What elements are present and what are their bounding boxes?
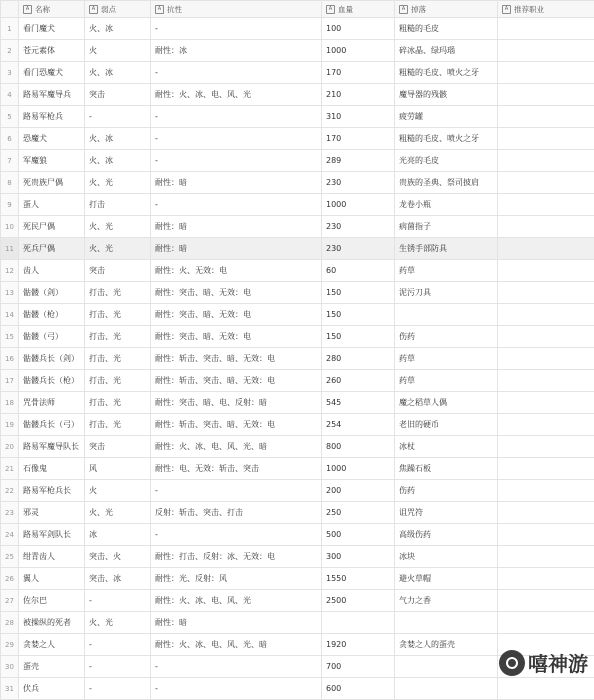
- cell-hp[interactable]: 289: [322, 150, 395, 172]
- cell-weakness[interactable]: 突击: [85, 436, 151, 458]
- cell-drop[interactable]: 疲劳罐: [395, 106, 498, 128]
- row-number[interactable]: 28: [1, 612, 19, 634]
- cell-resistance[interactable]: -: [151, 62, 322, 84]
- cell-drop[interactable]: 诅咒符: [395, 502, 498, 524]
- table-row[interactable]: [1, 172, 594, 194]
- cell-name[interactable]: 骷髅（弓）: [19, 326, 85, 348]
- text-column-icon: A: [326, 5, 335, 14]
- cell-weakness[interactable]: 火、光: [85, 612, 151, 634]
- cell-job[interactable]: [498, 590, 594, 612]
- cell-job[interactable]: [498, 568, 594, 590]
- cell-name[interactable]: 骷髅兵长（枪）: [19, 370, 85, 392]
- table-row[interactable]: [1, 612, 594, 634]
- cell-job[interactable]: [498, 370, 594, 392]
- cell-job[interactable]: [498, 480, 594, 502]
- cell-hp[interactable]: 260: [322, 370, 395, 392]
- cell-hp[interactable]: 230: [322, 172, 395, 194]
- cell-name[interactable]: 骷髅（剑）: [19, 282, 85, 304]
- column-header-job[interactable]: A 推荐职业: [498, 1, 594, 18]
- cell-name[interactable]: 蛋壳: [19, 656, 85, 678]
- row-number[interactable]: 25: [1, 546, 19, 568]
- cell-job[interactable]: [498, 436, 594, 458]
- cell-job[interactable]: [498, 414, 594, 436]
- column-header-weakness[interactable]: A 弱点: [85, 1, 151, 18]
- cell-hp[interactable]: 600: [322, 678, 395, 700]
- cell-weakness[interactable]: -: [85, 656, 151, 678]
- cell-resistance[interactable]: -: [151, 18, 322, 40]
- cell-weakness[interactable]: 打击: [85, 194, 151, 216]
- row-number[interactable]: 8: [1, 172, 19, 194]
- cell-job[interactable]: [498, 524, 594, 546]
- cell-resistance[interactable]: -: [151, 128, 322, 150]
- cell-drop[interactable]: 药草: [395, 260, 498, 282]
- cell-resistance[interactable]: 耐性：电、无效：斩击、突击: [151, 458, 322, 480]
- cell-weakness[interactable]: 打击、光: [85, 392, 151, 414]
- row-number[interactable]: 9: [1, 194, 19, 216]
- cell-drop[interactable]: 贵族的圣典、祭司披肩: [395, 172, 498, 194]
- cell-hp[interactable]: 1000: [322, 194, 395, 216]
- table-row[interactable]: [1, 458, 594, 480]
- cell-name[interactable]: 路易军枪兵: [19, 106, 85, 128]
- cell-drop[interactable]: 碎冰晶、绿玛瑙: [395, 40, 498, 62]
- cell-hp[interactable]: 1920: [322, 634, 395, 656]
- cell-hp[interactable]: 1000: [322, 40, 395, 62]
- cell-hp[interactable]: 800: [322, 436, 395, 458]
- cell-name[interactable]: 骷髅兵长（弓）: [19, 414, 85, 436]
- table-row[interactable]: [1, 348, 594, 370]
- cell-weakness[interactable]: 打击、光: [85, 348, 151, 370]
- cell-resistance[interactable]: 耐性：暗: [151, 216, 322, 238]
- cell-drop[interactable]: [395, 612, 498, 634]
- cell-hp[interactable]: 280: [322, 348, 395, 370]
- cell-resistance[interactable]: 耐性：突击、暗、无效：电: [151, 282, 322, 304]
- cell-hp[interactable]: 200: [322, 480, 395, 502]
- cell-hp[interactable]: 100: [322, 18, 395, 40]
- row-number[interactable]: 4: [1, 84, 19, 106]
- row-number[interactable]: 11: [1, 238, 19, 260]
- cell-resistance[interactable]: 耐性：突击、暗、无效：电: [151, 326, 322, 348]
- cell-name[interactable]: 伏兵: [19, 678, 85, 700]
- table-row[interactable]: [1, 238, 594, 260]
- row-number[interactable]: 1: [1, 18, 19, 40]
- logo-icon: [499, 650, 525, 676]
- cell-drop[interactable]: 高级伤药: [395, 524, 498, 546]
- row-number[interactable]: 2: [1, 40, 19, 62]
- table-row[interactable]: [1, 370, 594, 392]
- cell-weakness[interactable]: 火、光: [85, 502, 151, 524]
- cell-resistance[interactable]: 耐性：暗: [151, 612, 322, 634]
- cell-resistance[interactable]: 耐性：冰: [151, 40, 322, 62]
- cell-name[interactable]: 死民尸偶: [19, 216, 85, 238]
- cell-resistance[interactable]: 耐性：斩击、突击、暗、无效：电: [151, 414, 322, 436]
- cell-job[interactable]: [498, 18, 594, 40]
- cell-hp[interactable]: 250: [322, 502, 395, 524]
- row-number[interactable]: 5: [1, 106, 19, 128]
- row-number[interactable]: 12: [1, 260, 19, 282]
- text-column-icon: A: [155, 5, 164, 14]
- cell-resistance[interactable]: 耐性：火、冰、电、风、光、暗: [151, 634, 322, 656]
- cell-job[interactable]: [498, 326, 594, 348]
- row-number[interactable]: 21: [1, 458, 19, 480]
- cell-resistance[interactable]: 耐性：火、冰、电、风、光: [151, 590, 322, 612]
- cell-job[interactable]: [498, 348, 594, 370]
- text-column-icon: A: [399, 5, 408, 14]
- cell-weakness[interactable]: 火、冰: [85, 128, 151, 150]
- cell-weakness[interactable]: -: [85, 634, 151, 656]
- text-column-icon: A: [89, 5, 98, 14]
- cell-weakness[interactable]: 冰: [85, 524, 151, 546]
- row-number[interactable]: 19: [1, 414, 19, 436]
- table-row[interactable]: [1, 106, 594, 128]
- cell-hp[interactable]: 210: [322, 84, 395, 106]
- header-row: [1, 1, 594, 18]
- cell-name[interactable]: 佐尔巴: [19, 590, 85, 612]
- text-column-icon: A: [502, 5, 511, 14]
- cell-hp[interactable]: 310: [322, 106, 395, 128]
- cell-name[interactable]: 路易军枪兵长: [19, 480, 85, 502]
- cell-hp[interactable]: 700: [322, 656, 395, 678]
- cell-name[interactable]: 齿人: [19, 260, 85, 282]
- cell-job[interactable]: [498, 84, 594, 106]
- cell-resistance[interactable]: 耐性：斩击、突击、暗、无效：电: [151, 370, 322, 392]
- cell-job[interactable]: [498, 40, 594, 62]
- cell-drop[interactable]: 光亮的毛皮: [395, 150, 498, 172]
- table-row[interactable]: [1, 524, 594, 546]
- cell-job[interactable]: [498, 238, 594, 260]
- cell-hp[interactable]: 254: [322, 414, 395, 436]
- cell-job[interactable]: [498, 128, 594, 150]
- cell-hp[interactable]: 2500: [322, 590, 395, 612]
- cell-name[interactable]: 石像鬼: [19, 458, 85, 480]
- cell-resistance[interactable]: -: [151, 150, 322, 172]
- cell-resistance[interactable]: 耐性：突击、暗、电、反射：暗: [151, 392, 322, 414]
- row-number[interactable]: 23: [1, 502, 19, 524]
- cell-weakness[interactable]: 打击、光: [85, 282, 151, 304]
- cell-job[interactable]: [498, 546, 594, 568]
- cell-job[interactable]: [498, 458, 594, 480]
- cell-name[interactable]: 翼人: [19, 568, 85, 590]
- cell-hp[interactable]: 230: [322, 238, 395, 260]
- table-row[interactable]: [1, 304, 594, 326]
- cell-resistance[interactable]: 耐性：打击、反射：冰、无效：电: [151, 546, 322, 568]
- cell-weakness[interactable]: 打击、光: [85, 370, 151, 392]
- table-row[interactable]: [1, 84, 594, 106]
- cell-drop[interactable]: [395, 656, 498, 678]
- cell-resistance[interactable]: 耐性：突击、暗、无效：电: [151, 304, 322, 326]
- cell-hp[interactable]: [322, 612, 395, 634]
- row-number[interactable]: 17: [1, 370, 19, 392]
- cell-weakness[interactable]: 火、光: [85, 172, 151, 194]
- table-row[interactable]: [1, 480, 594, 502]
- row-number[interactable]: 30: [1, 656, 19, 678]
- cell-job[interactable]: [498, 106, 594, 128]
- cell-drop[interactable]: 伤药: [395, 480, 498, 502]
- row-number[interactable]: 16: [1, 348, 19, 370]
- cell-hp[interactable]: 150: [322, 282, 395, 304]
- cell-weakness[interactable]: 打击、光: [85, 326, 151, 348]
- cell-resistance[interactable]: 耐性：火、冰、电、风、光、暗: [151, 436, 322, 458]
- row-number[interactable]: 6: [1, 128, 19, 150]
- cell-weakness[interactable]: 打击、光: [85, 414, 151, 436]
- cell-drop[interactable]: 粗糙的毛皮、喷火之牙: [395, 128, 498, 150]
- cell-name[interactable]: 看门恐魔犬: [19, 62, 85, 84]
- cell-weakness[interactable]: 突击: [85, 260, 151, 282]
- cell-drop[interactable]: 药草: [395, 370, 498, 392]
- table-row[interactable]: [1, 590, 594, 612]
- cell-job[interactable]: [498, 304, 594, 326]
- cell-drop[interactable]: 气力之香: [395, 590, 498, 612]
- table-body: [1, 18, 594, 700]
- cell-hp[interactable]: 230: [322, 216, 395, 238]
- table-row[interactable]: [1, 128, 594, 150]
- cell-job[interactable]: [498, 216, 594, 238]
- row-number[interactable]: 31: [1, 678, 19, 700]
- cell-name[interactable]: 邪灵: [19, 502, 85, 524]
- cell-name[interactable]: 死兵尸偶: [19, 238, 85, 260]
- cell-drop[interactable]: 伤药: [395, 326, 498, 348]
- cell-name[interactable]: 咒骨法师: [19, 392, 85, 414]
- column-header-drop[interactable]: A 掉落: [395, 1, 498, 18]
- cell-weakness[interactable]: 火、光: [85, 216, 151, 238]
- cell-weakness[interactable]: 风: [85, 458, 151, 480]
- table-row[interactable]: [1, 502, 594, 524]
- cell-weakness[interactable]: 突击、火: [85, 546, 151, 568]
- cell-hp[interactable]: 300: [322, 546, 395, 568]
- cell-hp[interactable]: 150: [322, 304, 395, 326]
- cell-weakness[interactable]: 打击、光: [85, 304, 151, 326]
- table-row[interactable]: [1, 194, 594, 216]
- table-row[interactable]: [1, 546, 594, 568]
- table-row[interactable]: [1, 326, 594, 348]
- cell-resistance[interactable]: -: [151, 656, 322, 678]
- cell-name[interactable]: 骷髅（枪）: [19, 304, 85, 326]
- cell-resistance[interactable]: 耐性：火、无效：电: [151, 260, 322, 282]
- cell-drop[interactable]: 泥污刀具: [395, 282, 498, 304]
- cell-job[interactable]: [498, 194, 594, 216]
- cell-resistance[interactable]: 耐性：暗: [151, 238, 322, 260]
- cell-hp[interactable]: 170: [322, 128, 395, 150]
- cell-resistance[interactable]: 耐性：光、反射：风: [151, 568, 322, 590]
- cell-drop[interactable]: 生锈手部防具: [395, 238, 498, 260]
- cell-hp[interactable]: 1000: [322, 458, 395, 480]
- cell-resistance[interactable]: 反射：斩击、突击、打击: [151, 502, 322, 524]
- row-number[interactable]: 13: [1, 282, 19, 304]
- cell-hp[interactable]: 170: [322, 62, 395, 84]
- cell-drop[interactable]: 焦躁石板: [395, 458, 498, 480]
- table-header: [1, 1, 594, 18]
- row-number[interactable]: 22: [1, 480, 19, 502]
- cell-job[interactable]: [498, 502, 594, 524]
- table-row[interactable]: [1, 414, 594, 436]
- row-number[interactable]: 20: [1, 436, 19, 458]
- cell-drop[interactable]: 魔之稻草人偶: [395, 392, 498, 414]
- cell-job[interactable]: [498, 62, 594, 84]
- cell-resistance[interactable]: 耐性：斩击、突击、暗、无效：电: [151, 348, 322, 370]
- cell-drop[interactable]: 龙卷小瓶: [395, 194, 498, 216]
- row-number[interactable]: 18: [1, 392, 19, 414]
- table-row[interactable]: [1, 568, 594, 590]
- cell-drop[interactable]: 药草: [395, 348, 498, 370]
- row-number[interactable]: 7: [1, 150, 19, 172]
- column-header-resistance[interactable]: A 抗性: [151, 1, 322, 18]
- cell-name[interactable]: 军魔狼: [19, 150, 85, 172]
- row-number[interactable]: 10: [1, 216, 19, 238]
- cell-name[interactable]: 路易军魔导兵: [19, 84, 85, 106]
- table-row[interactable]: [1, 282, 594, 304]
- cell-resistance[interactable]: 耐性：暗: [151, 172, 322, 194]
- cell-job[interactable]: [498, 282, 594, 304]
- cell-name[interactable]: 死贵族尸偶: [19, 172, 85, 194]
- cell-drop[interactable]: 贪婪之人的蛋壳: [395, 634, 498, 656]
- cell-hp[interactable]: 60: [322, 260, 395, 282]
- row-number[interactable]: 29: [1, 634, 19, 656]
- cell-resistance[interactable]: -: [151, 480, 322, 502]
- table-row[interactable]: [1, 40, 594, 62]
- cell-name[interactable]: 苍元素体: [19, 40, 85, 62]
- cell-drop[interactable]: 粗糙的毛皮、喷火之牙: [395, 62, 498, 84]
- cell-resistance[interactable]: -: [151, 524, 322, 546]
- cell-name[interactable]: 路易军剑队长: [19, 524, 85, 546]
- cell-job[interactable]: [498, 172, 594, 194]
- cell-weakness[interactable]: 火: [85, 480, 151, 502]
- cell-weakness[interactable]: -: [85, 106, 151, 128]
- cell-hp[interactable]: 1550: [322, 568, 395, 590]
- cell-weakness[interactable]: 火、光: [85, 238, 151, 260]
- cell-hp[interactable]: 150: [322, 326, 395, 348]
- cell-drop[interactable]: 粗糙的毛皮: [395, 18, 498, 40]
- cell-name[interactable]: 绀青齿人: [19, 546, 85, 568]
- cell-hp[interactable]: 545: [322, 392, 395, 414]
- text-column-icon: A: [23, 5, 32, 14]
- cell-weakness[interactable]: 突击: [85, 84, 151, 106]
- table-row[interactable]: [1, 150, 594, 172]
- column-header-hp[interactable]: A 血量: [322, 1, 395, 18]
- cell-resistance[interactable]: 耐性：火、冰、电、风、光: [151, 84, 322, 106]
- cell-weakness[interactable]: -: [85, 590, 151, 612]
- cell-resistance[interactable]: -: [151, 678, 322, 700]
- cell-weakness[interactable]: 火、冰: [85, 62, 151, 84]
- cell-drop[interactable]: 冰块: [395, 546, 498, 568]
- cell-job[interactable]: [498, 260, 594, 282]
- watermark: [499, 648, 588, 677]
- cell-weakness[interactable]: 火、冰: [85, 18, 151, 40]
- row-number[interactable]: 26: [1, 568, 19, 590]
- cell-hp[interactable]: 500: [322, 524, 395, 546]
- cell-weakness[interactable]: 火、冰: [85, 150, 151, 172]
- cell-drop[interactable]: 冰杖: [395, 436, 498, 458]
- cell-name[interactable]: 骷髅兵长（剑）: [19, 348, 85, 370]
- cell-weakness[interactable]: -: [85, 678, 151, 700]
- table-row[interactable]: [1, 18, 594, 40]
- watermark-text: 嘻神游: [528, 648, 588, 677]
- cell-job[interactable]: [498, 612, 594, 634]
- column-header-name[interactable]: A 名称: [19, 1, 85, 18]
- cell-name[interactable]: 蛋人: [19, 194, 85, 216]
- table-row[interactable]: [1, 62, 594, 84]
- cell-drop[interactable]: 老旧的硬币: [395, 414, 498, 436]
- cell-drop[interactable]: 避火草帽: [395, 568, 498, 590]
- cell-name[interactable]: 被操纵的死者: [19, 612, 85, 634]
- table-row[interactable]: [1, 216, 594, 238]
- cell-job[interactable]: [498, 150, 594, 172]
- row-number[interactable]: 27: [1, 590, 19, 612]
- row-number[interactable]: 24: [1, 524, 19, 546]
- cell-weakness[interactable]: 突击、冰: [85, 568, 151, 590]
- cell-name[interactable]: 贪婪之人: [19, 634, 85, 656]
- table-row[interactable]: [1, 392, 594, 414]
- table-row[interactable]: [1, 260, 594, 282]
- cell-name[interactable]: 恐魔犬: [19, 128, 85, 150]
- cell-job[interactable]: [498, 392, 594, 414]
- row-number[interactable]: 3: [1, 62, 19, 84]
- cell-drop[interactable]: 病菌指子: [395, 216, 498, 238]
- cell-drop[interactable]: 魔导器的残骸: [395, 84, 498, 106]
- cell-name[interactable]: 看门魔犬: [19, 18, 85, 40]
- cell-resistance[interactable]: -: [151, 194, 322, 216]
- cell-drop[interactable]: [395, 304, 498, 326]
- row-number-header[interactable]: [1, 1, 19, 18]
- cell-weakness[interactable]: 火: [85, 40, 151, 62]
- cell-resistance[interactable]: -: [151, 106, 322, 128]
- row-number[interactable]: 15: [1, 326, 19, 348]
- row-number[interactable]: 14: [1, 304, 19, 326]
- table-row[interactable]: [1, 436, 594, 458]
- cell-name[interactable]: 路易军魔导队长: [19, 436, 85, 458]
